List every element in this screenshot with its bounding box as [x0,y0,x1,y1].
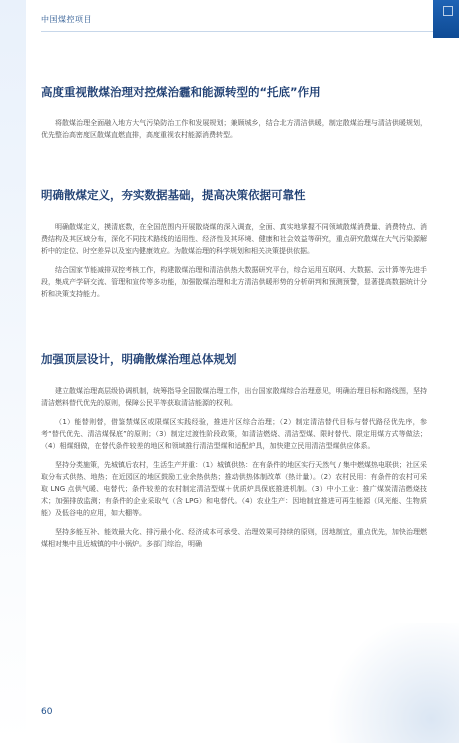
section-2 [41,187,427,300]
header-section-label: 中国煤控项目 [41,14,92,24]
section-2-paragraph-2: 结合国家节能减排双控考核工作，构建散煤治理和清洁供热大数据研究平台，综合运用互联网、大数据、云计算等先进手段，集成产学研交流、管理和宣传等多功能，加强散煤治理和北方清洁供暖形势的分析研判和预测预警，显著提高数据统计分析和决策支持能力。 [41,266,427,298]
section-3-paragraph-2: （1）能替则替，借鉴禁煤区或限煤区实践经验，推进片区综合治理；（2）制定清洁替代目标与替代路径优先序，参考“替代优先、清洁煤保底”的原则；（3）制定过渡性阶段政策，如清洁燃烧、清洁型煤、限时替代、限定用煤方式等做法；（4）相煤细做，在替代条件较差的地区和领域推行清洁型煤和适配炉具，加快建立民用清洁型煤供应体系。 [41,418,427,450]
section-3 [41,351,427,550]
page-number: 60 [41,707,53,717]
section-1-title: 高度重视散煤治理对控煤治霾和能源转型的“托底”作用 [41,85,321,99]
section-3-paragraph-1: 建立散煤治理高层级协调机制，统筹指导全国散煤治理工作，出台国家散煤综合治理意见，明确治理目标和路线图，坚持清洁燃料替代优先的原则，保障公民平等获取清洁能源的权利。 [41,387,427,407]
header-rule [41,31,459,32]
section-3-title: 加强顶层设计，明确散煤治理总体规划 [41,352,237,366]
footer-watermark [319,623,459,743]
section-3-paragraph-3: 坚持分类施策，先城镇后农村，生活生产并重：（1）城镇供热：在有条件的地区实行天然气 / 集中燃煤热电联供；社区采取分布式供热、地热；在近园区的地区鼓励工业余热供热；推动供热体制改革（热计量）。（2）农村民用：有条件的农村可采取 LNG 点供气暖、电替代；条件较差的农村制定清洁型煤＋优质炉具保底推进机制。（3）中小工业：推广煤炭清洁燃烧技术；加强排放监测；有条件的企业采取气（含 LPG）和电替代。（4）农业生产：因地制宜推进可再生能源（风光能、生物质能）及低谷电的应用，如大棚等。 [41,461,427,517]
section-1-paragraph-1: 将散煤治理全面融入地方大气污染防治工作和发展规划；兼顾城乡，结合北方清洁供暖，制定散煤治理与清洁供暖规划，优先整治高密度区散煤直燃直排，高度重视农村能源消费转型。 [41,119,427,139]
page-header [0,0,459,38]
left-decor-bar [0,0,26,743]
section-1 [41,84,427,141]
header-corner-decor [433,0,459,38]
section-3-paragraph-4: 坚持多能互补、能效最大化、排污最小化、经济成本可承受、治理效果可持续的原则，因地制宜，重点优先，加快治理燃煤相对集中且近城镇的中小锅炉。多部门综治，明确 [41,528,427,548]
section-2-title: 明确散煤定义，夯实数据基础，提高决策依据可靠性 [41,188,306,202]
section-2-paragraph-1: 明确散煤定义，摸清底数，在全国范围内开展散烧煤的深入调查，全面、真实地掌握不同领域散煤消费量、消费特点、消费结构及其区域分布，深化不同技术路线的适用性、经济性及其环境、健康和社会效益等研究，重点研究散煤在大气污染源解析中的定位、时空差异以及室内健康效应。为散煤治理的科学规划和相关决策提供依据。 [41,223,427,255]
